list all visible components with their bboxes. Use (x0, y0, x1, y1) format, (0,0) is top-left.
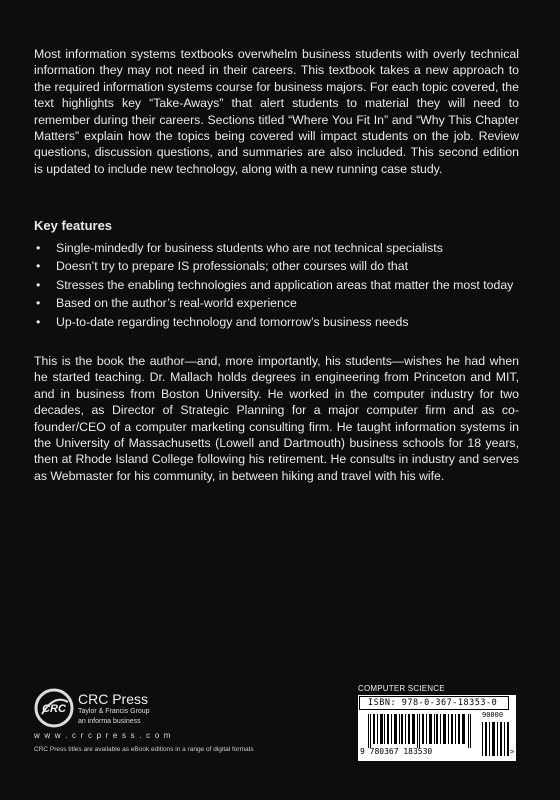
publisher-name: CRC Press (78, 691, 149, 707)
crc-press-logo (34, 688, 74, 728)
list-item (34, 277, 524, 293)
bullet-icon: • (36, 296, 41, 311)
barcode-panel (358, 695, 516, 761)
author-bio: This is the book the author—and, more importantly, his students—wishes he had when he started teaching. Dr. Mallach holds degrees in engineering from Princeton and MIT, and in business from Boston University. He worked in the computer industry for two decades, as Director of Strategic Planning for a major computer firm and as co-founder/CEO of a computer marketing consulting firm. He taught information systems in the University of Massachusetts (Lowell and Dartmouth) business schools for 18 years, then at Rhode Island College following his retirement. He consults in industry and serves as Webmaster for his community, in between hiking and travel with his wife. (34, 354, 519, 483)
list-item (34, 295, 524, 311)
ebook-note: CRC Press titles are available as eBook editions in a range of digital formats (34, 746, 254, 753)
addon-marker: > (510, 749, 515, 756)
list-item (34, 240, 524, 256)
key-features-heading: Key features (34, 218, 113, 233)
publisher-informa: an informa business (78, 718, 141, 725)
list-item (34, 258, 524, 274)
feature-text: Up-to-date regarding technology and tomorrow’s business needs (56, 314, 409, 329)
feature-text: Single-mindedly for business students who are not technical specialists (56, 241, 443, 255)
bullet-icon: • (36, 314, 41, 329)
feature-text: Doesn’t try to prepare IS professionals; other courses will do that (56, 259, 408, 274)
subject-category: COMPUTER SCIENCE (358, 684, 445, 693)
bullet-icon: • (36, 277, 41, 292)
bullet-icon: • (36, 241, 41, 255)
publisher-group: Taylor & Francis Group (78, 708, 150, 715)
addon-barcode-icon (482, 714, 515, 756)
list-item (34, 314, 524, 330)
barcode-addon-number: 90000 (482, 711, 504, 719)
barcode-icon (368, 714, 472, 748)
feature-text: Based on the author’s real-world experience (56, 296, 297, 311)
feature-text: Stresses the enabling technologies and application areas that matter the most today (56, 277, 514, 292)
book-description: Most information systems textbooks overwhelm business students with overly technical information they may not need in their careers. This textbook takes a new approach to the required information systems course for business majors. For each topic covered, the text highlights key “Take-Aways” that alert students to material they will need to remember during their careers. Sections titled “Where You Fit In” and “Why This Chapter Matters” explain how the topics being covered will impact students on the job. Review questions, discussion questions, and summaries are also included. This second edition is updated to include new technology, along with a new running case study. (34, 47, 519, 176)
isbn-text: ISBN: 978-0-367-18353-0 (368, 698, 498, 708)
barcode-digits: 9 780367 183530 (360, 747, 433, 756)
bullet-icon: • (36, 259, 41, 274)
key-features-list (34, 240, 524, 332)
publisher-url: w w w . c r c p r e s s . c o m (34, 731, 172, 740)
logo-text: CRC (42, 703, 66, 715)
